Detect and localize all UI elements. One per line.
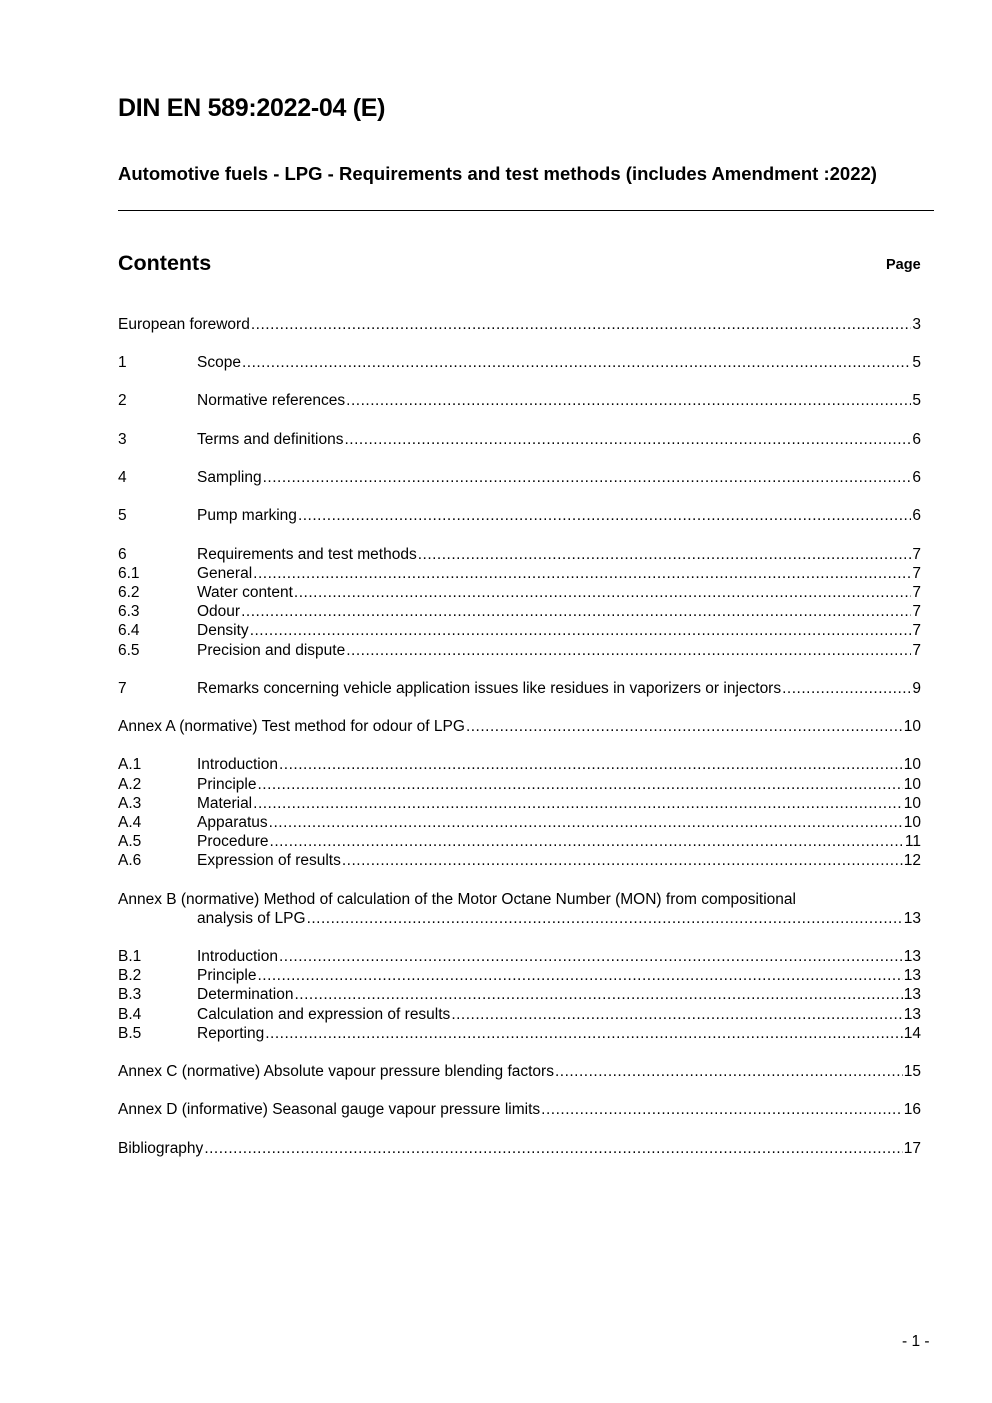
toc-entry-page: 7 bbox=[912, 546, 921, 563]
toc-entry-number: A.1 bbox=[118, 756, 142, 773]
toc-entry-title: Normative references bbox=[197, 392, 346, 409]
toc-leader-dots bbox=[257, 775, 902, 795]
toc-entry-number: 6.4 bbox=[118, 622, 140, 639]
toc-entry[interactable] bbox=[118, 506, 921, 526]
toc-entry-page: 13 bbox=[903, 967, 921, 984]
toc-leader-dots bbox=[307, 909, 903, 929]
toc-entry[interactable] bbox=[118, 430, 921, 450]
toc-leader-dots bbox=[242, 353, 911, 373]
toc-entry[interactable] bbox=[118, 851, 921, 871]
toc-entry-number: 6.2 bbox=[118, 584, 140, 601]
title-divider bbox=[118, 210, 934, 211]
toc-entry[interactable] bbox=[118, 315, 921, 335]
toc-entry-title: Apparatus bbox=[197, 814, 268, 831]
toc-entry-title: Bibliography bbox=[118, 1140, 204, 1157]
toc-entry[interactable] bbox=[118, 1024, 921, 1044]
toc-entry-page: 10 bbox=[903, 795, 921, 812]
toc-leader-dots bbox=[342, 851, 903, 871]
toc-entry-page: 15 bbox=[903, 1063, 921, 1080]
toc-entry-page: 7 bbox=[912, 565, 921, 582]
toc-entry-page: 3 bbox=[912, 316, 921, 333]
toc-entry-number: 1 bbox=[118, 354, 127, 371]
toc-leader-dots bbox=[782, 679, 911, 699]
toc-leader-dots bbox=[270, 832, 904, 852]
toc-entry-number: B.4 bbox=[118, 1006, 142, 1023]
toc-entry-number: A.6 bbox=[118, 852, 142, 869]
document-title: Automotive fuels - LPG - Requirements and test methods (includes Amendment :2022) bbox=[118, 163, 877, 184]
toc-entry[interactable] bbox=[118, 583, 921, 603]
toc-entry-page: 13 bbox=[903, 910, 921, 927]
toc-entry-title: Pump marking bbox=[197, 507, 297, 524]
toc-entry[interactable] bbox=[118, 717, 921, 737]
toc-entry-title: Principle bbox=[197, 776, 257, 793]
toc-entry-title: Determination bbox=[197, 986, 294, 1003]
toc-entry-page: 6 bbox=[912, 469, 921, 486]
toc-entry[interactable] bbox=[118, 755, 921, 775]
toc-entry-title: Annex A (normative) Test method for odour of LPG bbox=[118, 718, 465, 735]
toc-entry-number: 5 bbox=[118, 507, 127, 524]
toc-entry-number: 2 bbox=[118, 392, 127, 409]
toc-leader-dots bbox=[295, 985, 903, 1005]
page-column-label: Page bbox=[886, 257, 921, 273]
toc-leader-dots bbox=[251, 315, 912, 335]
toc-leader-dots bbox=[257, 966, 902, 986]
contents-heading: Contents bbox=[118, 251, 212, 275]
toc-entry-number: B.5 bbox=[118, 1025, 142, 1042]
toc-entry[interactable] bbox=[118, 564, 921, 584]
toc-entry-number: 6.5 bbox=[118, 642, 140, 659]
toc-entry-lead[interactable]: Annex B (normative) Method of calculation of the Motor Octane Number (MON) from compositional bbox=[118, 891, 796, 908]
toc-entry[interactable] bbox=[118, 947, 921, 967]
toc-leader-dots bbox=[279, 947, 903, 967]
toc-leader-dots bbox=[555, 1062, 903, 1082]
toc-entry[interactable] bbox=[118, 468, 921, 488]
toc-entry-number: A.2 bbox=[118, 776, 142, 793]
toc-entry-title: Calculation and expression of results bbox=[197, 1006, 451, 1023]
toc-entry-title: Material bbox=[197, 795, 253, 812]
toc-entry-page: 5 bbox=[912, 354, 921, 371]
toc-leader-dots bbox=[269, 813, 903, 833]
toc-entry-page: 11 bbox=[904, 833, 921, 850]
toc-entry-title: Principle bbox=[197, 967, 257, 984]
toc-entry-title: Scope bbox=[197, 354, 241, 371]
toc-entry-page: 7 bbox=[912, 622, 921, 639]
toc-entry-title: Reporting bbox=[197, 1025, 265, 1042]
toc-entry[interactable] bbox=[118, 1100, 921, 1120]
toc-leader-dots bbox=[279, 755, 903, 775]
toc-entry-number: 7 bbox=[118, 680, 127, 697]
toc-entry-title: General bbox=[197, 565, 253, 582]
toc-entry-page: 5 bbox=[912, 392, 921, 409]
toc-entry[interactable] bbox=[118, 985, 921, 1005]
toc-leader-dots bbox=[263, 468, 912, 488]
toc-entry-number: 6.1 bbox=[118, 565, 140, 582]
toc-entry[interactable] bbox=[118, 1062, 921, 1082]
toc-entry[interactable] bbox=[118, 1139, 921, 1159]
toc-entry-title: Annex D (informative) Seasonal gauge vapour pressure limits bbox=[118, 1101, 541, 1118]
toc-entry-title: Odour bbox=[197, 603, 241, 620]
toc-leader-dots bbox=[466, 717, 903, 737]
toc-entry[interactable] bbox=[118, 775, 921, 795]
toc-entry-page: 10 bbox=[903, 776, 921, 793]
toc-leader-dots bbox=[265, 1024, 903, 1044]
toc-entry[interactable] bbox=[118, 832, 921, 852]
toc-leader-dots bbox=[298, 506, 911, 526]
toc-entry-page: 14 bbox=[903, 1025, 921, 1042]
toc-entry-number: A.4 bbox=[118, 814, 142, 831]
toc-entry-number: B.2 bbox=[118, 967, 142, 984]
toc-entry-number: 4 bbox=[118, 469, 127, 486]
toc-entry-title: Requirements and test methods bbox=[197, 546, 417, 563]
toc-entry-page: 17 bbox=[903, 1140, 921, 1157]
toc-entry-page: 9 bbox=[912, 680, 921, 697]
toc-entry[interactable] bbox=[118, 909, 921, 929]
toc-entry-page: 12 bbox=[903, 852, 921, 869]
toc-entry-page: 7 bbox=[912, 584, 921, 601]
toc-entry-page: 10 bbox=[903, 756, 921, 773]
toc-entry-title: Expression of results bbox=[197, 852, 341, 869]
toc-leader-dots bbox=[294, 583, 911, 603]
toc-entry-title: Procedure bbox=[197, 833, 269, 850]
toc-entry-page: 13 bbox=[903, 948, 921, 965]
toc-leader-dots bbox=[344, 430, 911, 450]
toc-leader-dots bbox=[250, 621, 912, 641]
toc-entry-title: European foreword bbox=[118, 316, 250, 333]
toc-entry-page: 7 bbox=[912, 642, 921, 659]
footer-page-number: - 1 - bbox=[902, 1333, 930, 1350]
toc-entry-number: 3 bbox=[118, 431, 127, 448]
toc-entry-title: Terms and definitions bbox=[197, 431, 344, 448]
toc-entry-title: analysis of LPG bbox=[197, 910, 306, 927]
toc-entry-page: 13 bbox=[903, 986, 921, 1003]
toc-entry-page: 16 bbox=[903, 1101, 921, 1118]
toc-entry-title: Introduction bbox=[197, 756, 278, 773]
toc-entry[interactable] bbox=[118, 966, 921, 986]
toc-entry[interactable] bbox=[118, 621, 921, 641]
toc-entry-page: 6 bbox=[912, 431, 921, 448]
toc-entry-number: A.5 bbox=[118, 833, 142, 850]
toc-leader-dots bbox=[253, 794, 903, 814]
toc-leader-dots bbox=[541, 1100, 903, 1120]
toc-entry-page: 10 bbox=[903, 718, 921, 735]
toc-entry-title: Sampling bbox=[197, 469, 262, 486]
toc-entry[interactable] bbox=[118, 1005, 921, 1025]
toc-leader-dots bbox=[253, 564, 911, 584]
toc-entry[interactable] bbox=[118, 391, 921, 411]
toc-leader-dots bbox=[346, 391, 911, 411]
toc-leader-dots bbox=[346, 641, 911, 661]
toc-entry-title: Remarks concerning vehicle application issues like residues in vaporizers or injectors bbox=[197, 680, 782, 697]
toc-entry-title: Water content bbox=[197, 584, 293, 601]
toc-entry-number: B.3 bbox=[118, 986, 142, 1003]
toc-entry[interactable] bbox=[118, 545, 921, 565]
toc-leader-dots bbox=[241, 602, 911, 622]
toc-entry-page: 7 bbox=[912, 603, 921, 620]
toc-entry[interactable] bbox=[118, 813, 921, 833]
toc-entry-page: 6 bbox=[912, 507, 921, 524]
document-id: DIN EN 589:2022-04 (E) bbox=[118, 94, 386, 122]
toc-entry-title: Density bbox=[197, 622, 249, 639]
toc-leader-dots bbox=[451, 1005, 902, 1025]
toc-entry-number: 6.3 bbox=[118, 603, 140, 620]
toc-entry-number: B.1 bbox=[118, 948, 142, 965]
toc-entry-page: 13 bbox=[903, 1006, 921, 1023]
toc-entry-title: Precision and dispute bbox=[197, 642, 346, 659]
toc-leader-dots bbox=[418, 545, 912, 565]
toc-entry-number: 6 bbox=[118, 546, 127, 563]
toc-entry-page: 10 bbox=[903, 814, 921, 831]
toc-leader-dots bbox=[204, 1139, 902, 1159]
toc-entry[interactable] bbox=[118, 641, 921, 661]
toc-entry[interactable] bbox=[118, 679, 921, 699]
toc-entry[interactable] bbox=[118, 602, 921, 622]
toc-entry[interactable] bbox=[118, 353, 921, 373]
toc-entry-number: A.3 bbox=[118, 795, 142, 812]
toc-entry-title: Introduction bbox=[197, 948, 278, 965]
toc-entry[interactable] bbox=[118, 794, 921, 814]
toc-entry-title: Annex C (normative) Absolute vapour pressure blending factors bbox=[118, 1063, 554, 1080]
